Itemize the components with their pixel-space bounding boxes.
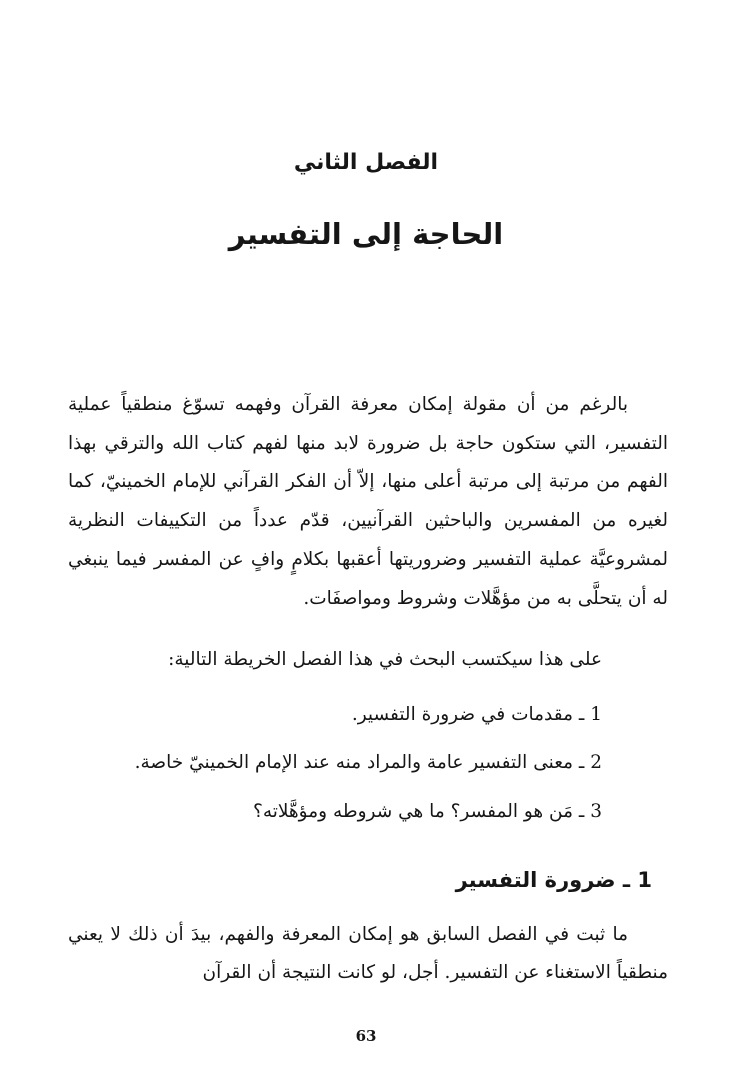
page-number: 63 — [355, 1027, 377, 1045]
section-heading: 1 ـ ضرورة التفسير — [455, 868, 652, 892]
chapter-title: الحاجة إلى التفسير — [228, 217, 504, 251]
chapter-label: الفصل الثاني — [293, 150, 439, 175]
outline-intro: على هذا سيكتسب البحث في هذا الفصل الخريطة التالية: — [168, 649, 602, 670]
outline-item: 3 ـ مَن هو المفسر؟ ما هي شروطه ومؤهَّلاته؟ — [253, 801, 602, 822]
outline-item: 1 ـ مقدمات في ضرورة التفسير. — [351, 704, 602, 725]
intro-paragraph: بالرغم من أن مقولة إمكان معرفة القرآن وفهمه تسوّغ منطقياً عملية التفسير، التي ستكون حاجة بل ضرورة لابد منها لفهم كتاب الله والترقي بهذا الفهم من مرتبة إلى مرتبة أعلى منها، إلاّ أن الفكر القرآني للإمام الخمينيّ، كما لغيره من المفسرين والباحثين القرآنيين، قدّم عدداً من التكييفات النظرية لمشروعيَّة عملية التفسير وضروريتها أعقبها بكلامٍ وافٍ عن المفسر فيما ينبغي له أن يتحلَّى به من مؤهَّلات وشروط ومواصفَات. — [68, 394, 668, 609]
outline-item: 2 ـ معنى التفسير عامة والمراد منه عند الإمام الخمينيّ خاصة. — [134, 752, 602, 773]
section-paragraph: ما ثبت في الفصل السابق هو إمكان المعرفة والفهم، بيدَ أن ذلك لا يعني منطقياً الاستغناء عن التفسير. أجل، لو كانت النتيجة أن القرآن — [68, 924, 668, 983]
